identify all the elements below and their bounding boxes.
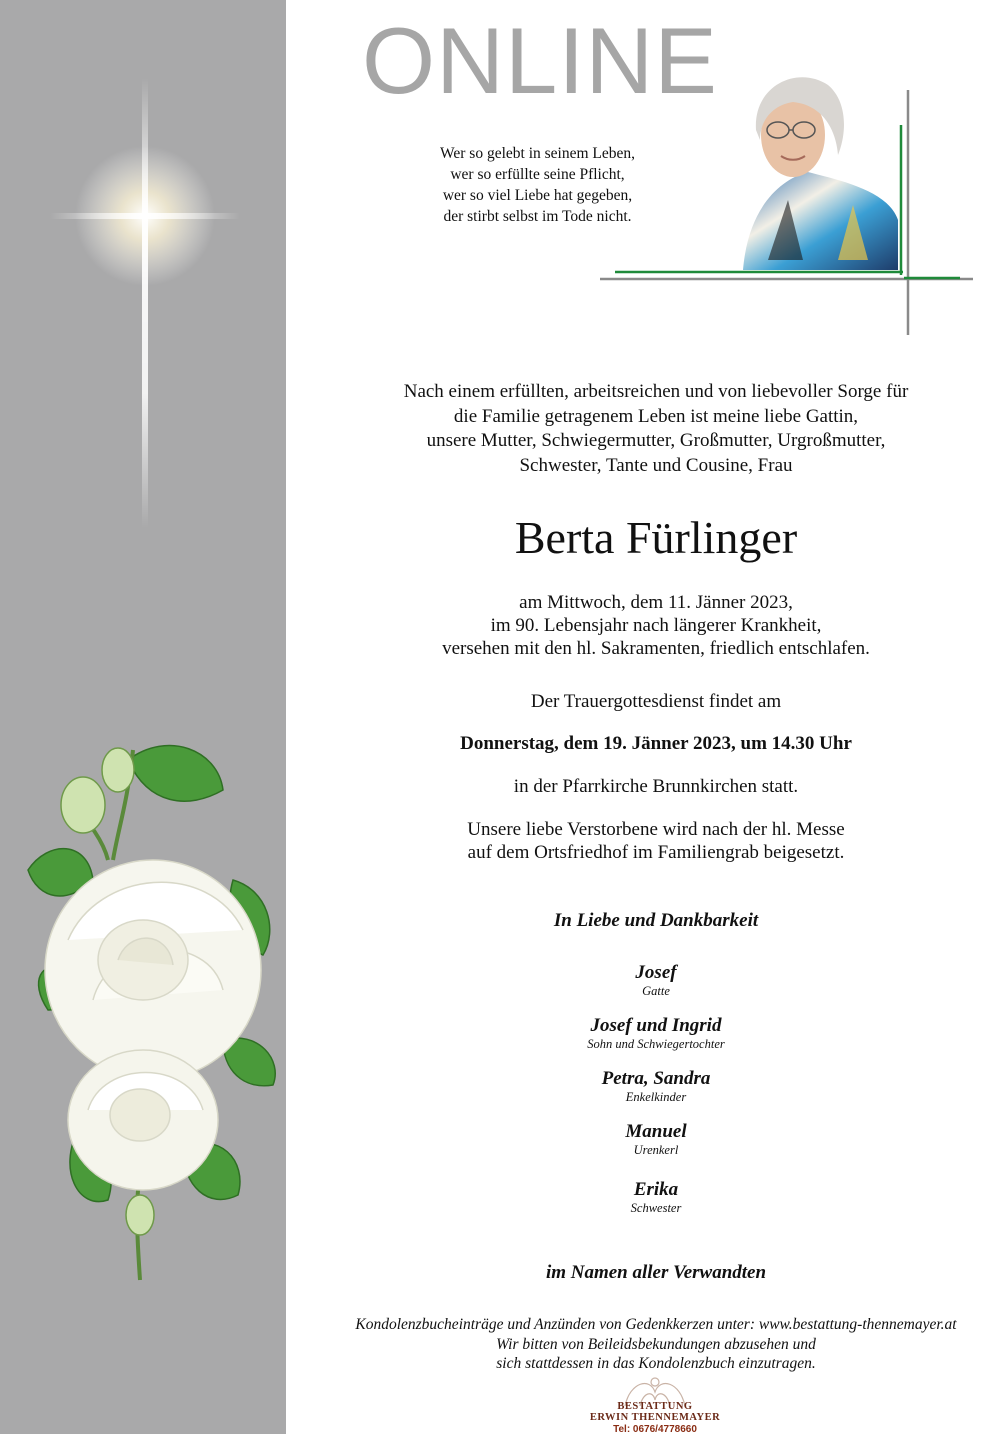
intro-line: unsere Mutter, Schwiegermutter, Großmutter, Urgroßmutter, [426, 430, 886, 451]
burial-line: Unsere liebe Verstorbene wird nach der hl. Messe [467, 819, 845, 840]
glowing-cross-icon [50, 78, 240, 528]
footer-line: Wir bitten von Beileidsbekundungen abzusehen und [496, 1335, 816, 1353]
service-intro: Der Trauergottesdienst findet am [530, 691, 782, 712]
mourner-list [350, 962, 962, 1232]
poem-line: der stirbt selbst im Tode nicht. [443, 208, 632, 225]
poem-line: Wer so gelebt in seinem Leben, [439, 145, 636, 162]
list-item [350, 1121, 962, 1179]
funeral-home-logo [580, 1372, 730, 1440]
list-item [350, 1068, 962, 1121]
mourner-name: Josef und Ingrid [590, 1015, 722, 1036]
mourner-name: Josef [635, 962, 677, 983]
sidebar-panel [0, 0, 286, 1434]
mourner-role: Urenkerl [633, 1143, 679, 1157]
portrait-photo [598, 60, 978, 340]
logo-line-2: ERWIN THENNEMAYER [589, 1412, 721, 1423]
mourner-role: Sohn und Schwiegertochter [587, 1037, 725, 1051]
online-stamp: ONLINE [362, 8, 718, 113]
service-datetime: Donnerstag, dem 19. Jänner 2023, um 14.30 Uhr [460, 733, 852, 754]
white-rose-icon [8, 690, 283, 1290]
service-place: in der Pfarrkirche Brunnkirchen statt. [513, 776, 799, 797]
burial-info [350, 818, 962, 864]
mourner-name: Petra, Sandra [601, 1068, 711, 1089]
relatives-signoff: im Namen aller Verwandten [545, 1262, 767, 1283]
logo-phone: Tel: 0676/4778660 [613, 1424, 697, 1435]
intro-line: die Familie getragenem Leben ist meine liebe Gattin, [453, 405, 859, 427]
deceased-name: Berta Fürlinger [514, 512, 798, 563]
condolence-note [350, 1315, 962, 1374]
intro-line: Nach einem erfüllten, arbeitsreichen und von liebevoller Sorge für [403, 381, 909, 402]
death-line: am Mittwoch, dem 11. Jänner 2023, [519, 592, 793, 613]
death-line: im 90. Lebensjahr nach längerer Krankheit, [490, 615, 822, 636]
mourner-role: Enkelkinder [625, 1090, 687, 1104]
intro-line: Schwester, Tante und Cousine, Frau [519, 454, 793, 476]
list-item [350, 1179, 962, 1232]
mourner-name: Erika [633, 1179, 679, 1200]
poem-line: wer so erfüllte seine Pflicht, [450, 166, 625, 183]
footer-line: sich stattdessen in das Kondolenzbuch einzutragen. [496, 1355, 816, 1372]
logo-line-1: BESTATTUNG [617, 1401, 693, 1412]
mourner-role: Schwester [630, 1201, 682, 1215]
footer-line: Kondolenzbucheinträge und Anzünden von Gedenkkerzen unter: www.bestattung-thennemayer.at [355, 1316, 957, 1333]
mourner-role: Gatte [642, 984, 670, 998]
poem-line: wer so viel Liebe hat gegeben, [442, 187, 633, 204]
death-details [350, 591, 962, 660]
list-item [350, 1015, 962, 1068]
death-line: versehen mit den hl. Sakramenten, friedlich entschlafen. [442, 638, 870, 659]
list-item [350, 962, 962, 1015]
dedication: In Liebe und Dankbarkeit [553, 910, 759, 931]
mourner-name: Manuel [625, 1121, 687, 1142]
burial-line: auf dem Ortsfriedhof im Familiengrab beigesetzt. [467, 842, 845, 863]
intro-text [350, 380, 962, 478]
